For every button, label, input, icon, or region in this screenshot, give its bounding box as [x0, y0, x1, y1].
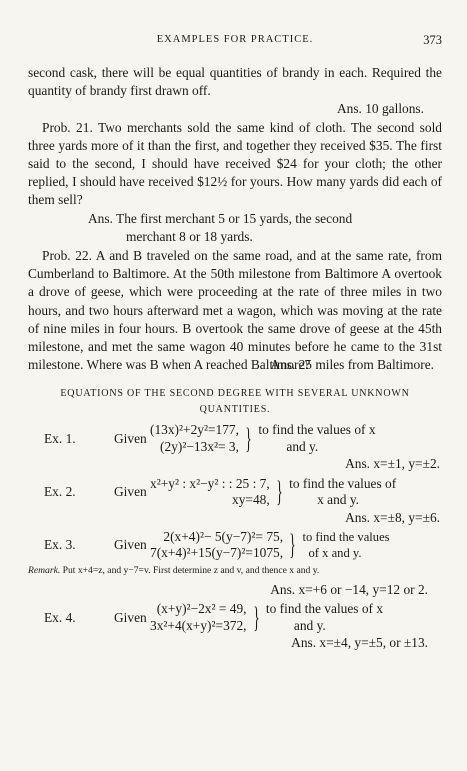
remark-text: Put x+4=z, and y−7=v. First determine z and v, and thence x and y. [62, 564, 320, 576]
equation-2: 7(x+4)²+15(y−7)²=1075, [150, 545, 284, 561]
remark-note [28, 564, 442, 577]
brace-icon: } [289, 528, 296, 562]
answer-prob-21-line2: merchant 8 or 18 yards. [126, 228, 253, 244]
equation-system [150, 529, 283, 562]
brace-icon: } [245, 421, 252, 455]
equation-2: (2y)²−13x²= 3, [160, 438, 239, 454]
find-line2: of x and y. [308, 546, 362, 561]
find-line1: to find the values of [289, 475, 397, 491]
page-body [28, 64, 442, 652]
answer-prob-21-line1: Ans. The first merchant 5 or 15 yards, the second [88, 210, 353, 226]
example-label: Ex. 4. [44, 609, 76, 625]
find-line2: and y. [286, 438, 319, 454]
section-heading-line2: QUANTITIES. [199, 404, 271, 416]
find-line1: to find the values of x [258, 422, 376, 438]
answer-prob-20: Ans. 10 gallons. [336, 101, 424, 117]
given-word: Given [114, 430, 147, 446]
answer-ex-4: Ans. x=±4, y=±5, or ±13. [291, 635, 428, 651]
example-1 [28, 422, 442, 455]
find-line2: and y. [293, 617, 326, 633]
answer-ex-2: Ans. x=±8, y=±6. [345, 509, 440, 525]
example-label: Ex. 2. [44, 484, 76, 500]
given-word: Given [114, 537, 147, 553]
find-text [258, 422, 442, 455]
find-text [266, 601, 442, 634]
running-header [28, 34, 442, 50]
answer-ex-1: Ans. x=±1, y=±2. [345, 456, 440, 472]
paragraph-continuation: second cask, there will be equal quantities of brandy in each. Required the quantity of brandy first drawn off. [28, 65, 442, 99]
problem-21: Prob. 21. Two merchants sold the same kind of cloth. The second sold three yards more of it than the first, and together they received $35. The first said to the second, I should have received $24 for your cloth; the other replied, I should have received $12½ for yours. How many yards did each of them sell? [28, 119, 442, 208]
find-line1: to find the values of x [265, 601, 384, 617]
equation-system [150, 476, 270, 509]
equation-system [150, 601, 247, 634]
example-label: Ex. 1. [44, 430, 76, 446]
problem-22: Prob. 22. A and B traveled on the same road, and at the same rate, from Cumberland to Baltimore. At the 50th milestone from Baltimore A overtook a drove of geese, which were proceeding at the rate of three miles in two hours, and two hours afterward met a wagon, which was moving at the rate of nine miles in four hours. B overtook the same drove of geese at the 45th milestone, and met the same wagon 40 minutes before he came to the 31st milestone. Where was B when A reached Baltimore? [28, 248, 442, 373]
find-text [289, 476, 442, 509]
equation-system [150, 422, 239, 455]
equation-1: (13x)²+2y²=177, [150, 422, 239, 438]
header-title: EXAMPLES FOR PRACTICE. [156, 34, 314, 45]
remark-label: Remark. [28, 564, 61, 576]
brace-icon: } [252, 600, 260, 634]
equation-1: (x+y)²−2x² = 49, [156, 601, 247, 617]
example-3 [28, 529, 442, 562]
answer-ex-3: Ans. x=+6 or −14, y=12 or 2. [270, 581, 428, 597]
section-heading [28, 386, 442, 418]
find-line1: to find the values [302, 529, 390, 544]
section-heading-line1: EQUATIONS OF THE SECOND DEGREE WITH SEVERAL UNKNOWN [60, 388, 410, 400]
find-text [302, 529, 442, 562]
find-line2: x and y. [317, 492, 360, 508]
equation-1: 2(x+4)²− 5(y−7)²= 75, [163, 528, 284, 544]
equation-2: xy=48, [232, 492, 270, 508]
given-word: Given [114, 609, 147, 625]
example-4 [28, 601, 442, 634]
equation-1: x²+y² : x²−y² : : 25 : 7, [150, 475, 270, 491]
given-word: Given [114, 484, 147, 500]
brace-icon: } [275, 475, 283, 509]
page-number: 373 [423, 33, 442, 47]
equation-2: 3x²+4(x+y)²=372, [150, 617, 247, 633]
example-2 [28, 476, 442, 509]
answer-prob-22: Ans. 25 miles from Baltimore. [270, 357, 434, 373]
example-label: Ex. 3. [44, 537, 76, 553]
